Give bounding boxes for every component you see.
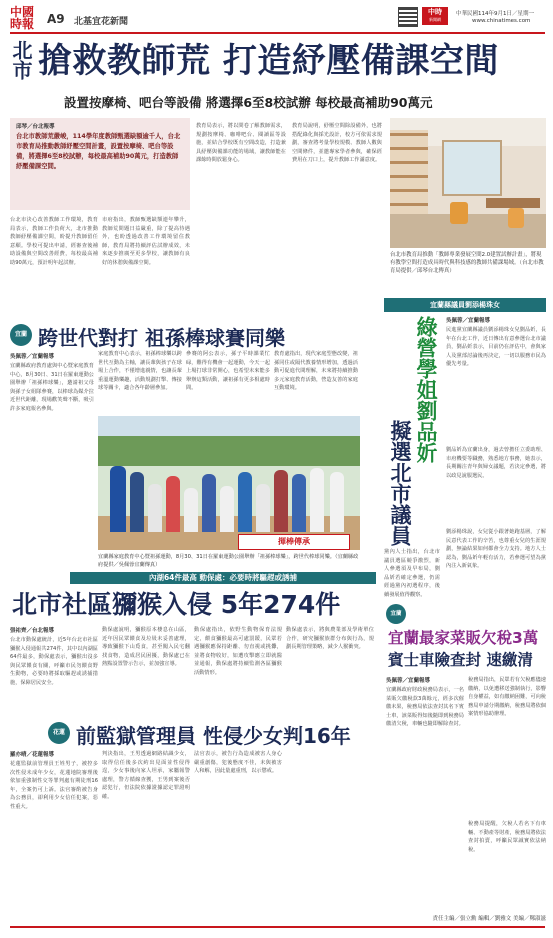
photo-person [202,474,216,532]
politics-box-title: 宜蘭縣議員劉添楊珠女 [384,298,546,312]
lead-photo [390,118,546,248]
footer-editor: 責任主編／張立勳 [432,916,477,922]
prison-body-3: 法官表示，被告行為造成被害人身心嚴重創傷，犯後態度不佳，未與被害人和解，因此量處重刑，以示懲戒。 [194,751,282,775]
paper-badge: 中時 新聞網 [422,7,448,25]
politics-body-4: 黨內人士指出，台北市議員選區競爭激烈，新人參選須及早布局，劉品妡若確定參選，仍需經過黨內初選程序，後續發展值得觀察。 [384,549,440,598]
monkey-byline: 張祐齊／台北報導 [10,628,55,634]
monkey-body-2: 動保處說明，獼猴原本棲息在山區，近年因民眾餵食及垃圾未妥善處理，導致獼猴下山覓食，甚至闖入民宅翻找食物，造成居民困擾，動保處已在熱點設置警示告示，並加強宣導。 [102,627,190,668]
baseball-tag: 宜蘭 [10,324,32,346]
photo-person [330,472,344,532]
footer-proof: 美編／鄭淑滋 [512,916,546,922]
monkey-body-4: 動保處表示，將與農業部及學術單位合作，研究獼猴族群分布與行為，規劃長期管理策略，減少人猴衝突。 [286,627,374,651]
footer-rule [10,926,545,928]
photo-person [220,486,234,532]
photo-person [130,472,144,532]
lead-byline: 邱琴／台北報導 [16,124,55,130]
photo-trees [98,436,360,466]
photo-person [238,472,252,532]
baseball-photo [98,416,360,550]
baseball-body-1: 宜蘭縣政府教育處與中心暨家庭教育中心，8月30日、31日在羅東運動公園舉辦「祖孫棒球樂」，邀請祖父母與孫子女組隊參賽，以棒球為媒介拉近世代距離，現場歡笑聲不斷，吸引許多家庭報名參與。 [10,363,94,412]
lead-intro-box [10,118,190,210]
photo-chair [450,202,468,224]
issue-date: 中華民國114年9月1日／星期一 [456,11,534,17]
lead-intro: 台北市教師荒嚴峻，114學年度教師甄選缺額逾千人，台北市教育局推動教師紓壓空間計畫，設置按摩椅、吧台等設備，將選擇6至8校試辦，每校最高補助90萬元，打造教師紓壓備課空間。 [16,133,181,170]
photo-person [292,474,306,532]
tax-headline-1: 宜蘭最家菜販欠稅3萬 [388,629,539,647]
tax-body-2: 稅務局指出，民眾若有欠稅應儘速繳納，以免遭移送強制執行，影響自身權益，如有繳納困難，可向稅務局申請分期繳納，稅務局將依個案情形協助辦理。 [468,677,546,718]
tax-byline: 吳佩蓉／宜蘭報導 [386,678,431,684]
politics-byline: 吳佩蓉／宜蘭報導 [446,318,491,324]
masthead [10,6,545,32]
lead-body-1: 台北市決心改善教師工作環境，教育局表示，教師工作負荷大，北市推動教師紓壓備課空間，盼提升教師留任意願。學校可提出申請，經審查後補助設備與空間改善經費，每校最高補助90萬元，預計明年起試辦。 [10,217,98,266]
tax-headline-2: 賓士車險查封 速繳清 [388,651,533,669]
photo-person [110,466,126,532]
monkey-banner: 內湖64件最高 動保處：必要時將驅趕或誘捕 [70,572,376,584]
lead-photo-caption: 台北市教育局推動「教師專業發展空間2.0建置試辦計畫」，將現有教學空間打造成具時代與科技感的教師共備課場域。（台北市教育局提供／邱琴台北傳真） [390,252,544,274]
photo-table [486,198,540,208]
prison-body-2: 判決指出，王男透過網路結識少女，取得信任後多次約出見面並性侵得逞，少女事後向家人坦承，家屬報警處理，警方循線查獲，王男到案後否認犯行，但法院依據證據認定罪證明確。 [102,751,190,800]
photo-person [166,476,180,532]
tax-body-3: 稅務局提醒，欠稅人若名下有車輛、不動產等財產，稅務局將依法查封拍賣，呼籲民眾誠實依法納稅。 [468,821,546,853]
photo-shelf [390,130,428,220]
section-title: 北基宜花新聞 [74,17,129,27]
politics-headline-1: 綠營學姐劉品妡 [414,316,438,463]
qr-code-icon [398,7,418,27]
footer-credits [350,914,546,922]
lead-headline: 搶救教師荒 打造紓壓備課空間 [38,41,499,81]
photo-banner-text: 揮棒傳承 [278,537,310,546]
lead-vertical-title: 北市 [9,40,33,80]
tax-tag: 宜蘭 [386,604,406,624]
prison-headline: 前監獄管理員 性侵少女判16年 [76,724,351,748]
prison-byline: 羅亦晴／花蓮報導 [10,752,55,758]
photo-person [184,488,198,532]
photo-banner [238,534,350,550]
header-rule [10,32,545,34]
baseball-caption: 宜蘭縣家庭教育中心暨祖孫運動，8月30、31日在羅東運動公園舉辦「祖孫棒球樂」，跨世代棒球同樂。（宜蘭縣政府提供／吳佩蓉宜蘭傳真） [98,554,359,568]
newspaper-logo: 中國 時報 [10,5,35,31]
photo-person [310,468,324,532]
photo-person [148,484,162,532]
baseball-byline: 吳佩蓉／宜蘭報導 [10,354,55,360]
monkey-body-3: 動保處指出，依野生動物保育法規定，餵食獼猴最高可處罰鍰，民眾若遇獼猴應保持距離、勿直視或挑釁，並將食物收好，如遭攻擊應立即就醫並通報，動保處將持續監測各區獼猴活動情形。 [194,627,282,676]
footer-designer: 編輯／劉雅文 [478,916,512,922]
politics-body-2: 劉品妡為宜蘭出身，過去曾擔任立委助理、市府機要等職務，熟悉地方事務，她表示，長期關注青年與婦女議題，若決定參選，將以政見說服選民。 [446,447,546,479]
baseball-headline: 跨世代對打 祖孫棒球賽同樂 [38,326,285,350]
photo-person [256,484,270,532]
lead-subhead: 設置按摩椅、吧台等設備 將選擇6至8校試辦 每校最高補助90萬元 [64,95,433,110]
lead-body-4: 教育局說明，紓壓空間除設備外，也將搭配綠化與採光設計，校方可依需求規劃，審查將考量學校規模、教師人數與空間條件，並邀專家學者參與，確保經費用在刀口上，提升教師工作滿意度。 [292,123,382,164]
politics-headline-2: 擬選北市議員 [388,420,412,546]
baseball-body-2: 家庭教育中心表示，祖孫棒球樂以跨世代互動為主軸，讓長輩與孩子在球場上合作，不僅增進親情，也讓長輩重溫運動樂趣，活動規劃打擊、傳接球等關卡，適合各年齡層參加。 [98,351,182,392]
page-number: A9 [47,12,65,26]
lead-body-2: 市府指出，教師甄選缺額連年攀升，教師荒問題日益嚴重，除了提高待遇外，也盼透過改善工作環境留住教師，教育局將持續評估試辦成效，未來逐步推廣至更多學校，讓教師有良好的休憩與備課空間。 [102,217,190,266]
baseball-body-3: 參賽的阿公表示，孫子平時課業忙碌，難得有機會一起運動，今天一起上場打球非常開心，也希望未來能多舉辦這類活動，讓祖孫有更多相處時間。 [186,351,270,392]
monkey-headline: 北市社區獼猴入侵 5年274件 [12,590,341,619]
prison-tag: 花蓮 [48,722,70,744]
politics-body-3: 劉添楊珠說，女兒從小跟著她跑基層，了解民意代表工作的辛苦，也尊重女兒的生涯規劃，無論結果如何都會全力支持。地方人士認為，劉品妡年輕有活力，若參選可望為黨內注入新氣象。 [446,529,546,570]
monkey-body-1: 台北市動保處統計，近5年台北市社區獼猴入侵通報共274件，其中以內湖區64件最多，動保處表示，獼猴出沒多與民眾餵食有關，呼籲市民勿餵食野生動物，必要時將採取驅趕或誘捕措施，保障居民安全。 [10,637,98,686]
prison-body-1: 花蓮監獄前管理員王姓男子，被控多次性侵未成年少女，花蓮地院審理後依加重強制性交等罪判處有期徒刑16年，全案仍可上訴。法官審酌被告身為公務員，卻利用少女信任犯案，惡性重大。 [10,761,98,810]
tax-body-1: 宜蘭縣政府財政稅務局表示，一名菜販欠繳稅款3萬餘元，經多次催繳未果，稅務局依法查封其名下賓士車，該菜販得知後隨即到稅務局繳清欠稅，車輛也隨即解除查封。 [386,687,464,728]
photo-person [274,470,288,532]
politics-body-1: 民進黨宜蘭縣議員劉添楊珠女兒劉品妡，長年在台北工作，近日傳出有意參選台北市議員，劉品妡表示，目前仍在評估中，會與家人及黨部討論後再決定，一切以服務市民為優先考量。 [446,327,546,368]
lead-body-3: 教育局表示，將以問卷了解教師需求，規劃按摩椅、咖啡吧台、閱讀區等設施，並結合學校既有空間改造，打造兼具紓壓與備課功能的場域，讓教師能在課餘時間放鬆身心。 [196,123,286,164]
photo-window [442,140,502,196]
photo-chair [508,208,524,228]
site-url: www.chinatimes.com [472,18,531,24]
baseball-body-4: 教育處指出，現代家庭型態改變，祖孫同住或隔代教養情形增加，透過活動可促進代間理解，未來將持續推動多元家庭教育活動，營造友善的家庭互動環境。 [274,351,358,392]
